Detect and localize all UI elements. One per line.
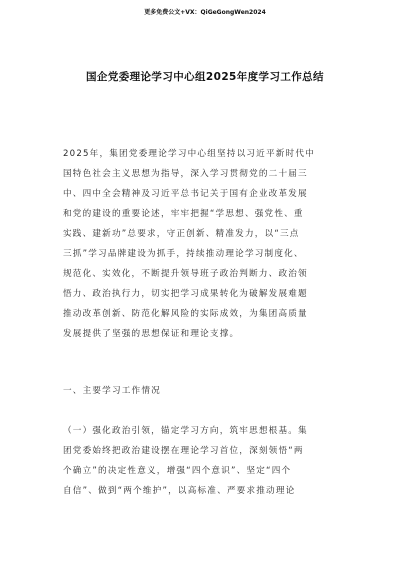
text-line: 和党的建设的重要论述，牢牢把握“学思想、强党性、重 [63,209,304,219]
text-line: 推动改革创新、防范化解风险的实际成效，为集团高质量 [63,309,308,319]
text-line: 中、四中全会精神及习近平总书记关于国有企业改革发展 [63,189,308,199]
text-line: 发展提供了坚强的思想保证和理论支撑。 [63,329,240,339]
text-line: 自信”、做到“两个维护”，以高标准、严要求推动理论 [63,486,296,496]
text-line: 国特色社会主义思想为指导，深入学习贯彻党的二十届三 [63,169,308,179]
text-line: 2025年，集团党委理论学习中心组坚持以习近平新时代中 [63,149,315,159]
text-line: 个确立”的决定性意义，增强“四个意识”、坚定“四个 [63,466,292,476]
text-line: 团党委始终把政治建设摆在理论学习首位，深刻领悟“两 [63,446,304,456]
text-line: 规范化、实效化，不断提升领导班子政治判断力、政治领 [63,269,308,279]
text-line: 三抓”学习品牌建设为抓手，持续推动理论学习制度化、 [63,249,304,259]
text-line: 悟力、政治执行力，切实把学习成果转化为破解发展难题 [63,289,308,299]
header-note: 更多免费公文+VX：QiGeGongWen2024 [144,9,266,16]
text-line: 实践、建新功”总要求，守正创新、精准发力，以“三点 [63,229,300,239]
document-title: 国企党委理论学习中心组2025年度学习工作总结 [86,71,324,83]
section-heading: 一、主要学习工作情况 [63,386,161,396]
text-line: （一）强化政治引领，锚定学习方向，筑牢思想根基。集 [63,426,308,436]
